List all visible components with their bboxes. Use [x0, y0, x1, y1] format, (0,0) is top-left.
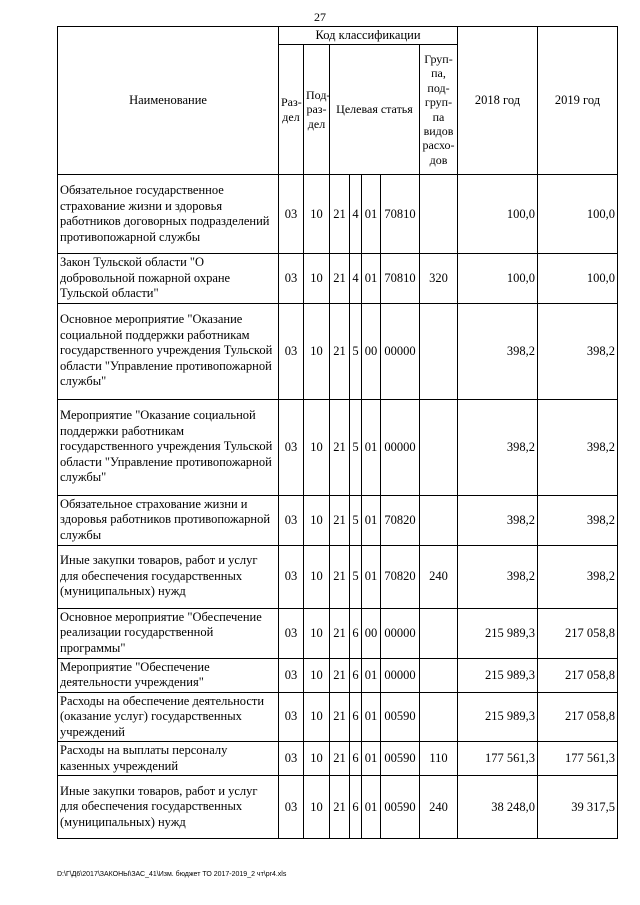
row-amount-2019: 398,2	[538, 545, 618, 608]
row-podrazdel: 10	[304, 776, 330, 839]
row-target-direction: 00000	[381, 658, 420, 692]
row-amount-2018: 398,2	[458, 545, 538, 608]
page-number: 27	[314, 10, 326, 24]
row-podrazdel: 10	[304, 303, 330, 399]
table-row	[58, 254, 618, 304]
table-row	[58, 608, 618, 658]
row-razdel: 03	[279, 742, 304, 776]
row-target-direction: 70810	[381, 175, 420, 254]
row-expense-group	[420, 399, 458, 495]
row-amount-2018: 38 248,0	[458, 776, 538, 839]
row-target-direction: 00590	[381, 776, 420, 839]
row-amount-2019: 100,0	[538, 175, 618, 254]
row-target-program: 21	[330, 175, 350, 254]
header-razdel: Раз- дел	[279, 45, 304, 175]
row-expense-group: 110	[420, 742, 458, 776]
row-target-direction: 00000	[381, 303, 420, 399]
row-target-subprogram: 6	[350, 692, 362, 742]
row-target-subprogram: 5	[350, 545, 362, 608]
budget-table	[57, 26, 618, 839]
row-expense-group	[420, 658, 458, 692]
row-amount-2019: 398,2	[538, 399, 618, 495]
row-amount-2019: 100,0	[538, 254, 618, 304]
header-group: Груп- па, под- груп- па видов расхо- дов	[420, 45, 458, 175]
row-amount-2018: 215 989,3	[458, 658, 538, 692]
row-target-direction: 00590	[381, 742, 420, 776]
row-name: Обязательное страхование жизни и здоровья работников противопожарной службы	[58, 495, 279, 545]
row-target-event: 00	[362, 303, 381, 399]
row-podrazdel: 10	[304, 692, 330, 742]
header-2018: 2018 год	[458, 27, 538, 175]
table-row	[58, 776, 618, 839]
header-name: Наименование	[58, 27, 279, 175]
table-row	[58, 658, 618, 692]
row-amount-2019: 217 058,8	[538, 608, 618, 658]
table-row	[58, 495, 618, 545]
row-target-subprogram: 6	[350, 608, 362, 658]
row-amount-2018: 398,2	[458, 399, 538, 495]
row-razdel: 03	[279, 608, 304, 658]
row-name: Иные закупки товаров, работ и услуг для обеспечения государственных (муниципальных) нужд	[58, 776, 279, 839]
row-expense-group: 240	[420, 776, 458, 839]
row-expense-group	[420, 303, 458, 399]
row-razdel: 03	[279, 303, 304, 399]
row-name: Мероприятие "Оказание социальной поддержки работникам государственного учреждения Тульской области "Управление противопожарной службы"	[58, 399, 279, 495]
row-target-event: 01	[362, 495, 381, 545]
table-body	[58, 175, 618, 839]
row-target-event: 01	[362, 175, 381, 254]
table-row	[58, 545, 618, 608]
row-podrazdel: 10	[304, 608, 330, 658]
row-target-program: 21	[330, 776, 350, 839]
row-razdel: 03	[279, 776, 304, 839]
row-target-event: 01	[362, 254, 381, 304]
row-amount-2019: 398,2	[538, 495, 618, 545]
row-target-subprogram: 6	[350, 742, 362, 776]
row-target-subprogram: 5	[350, 495, 362, 545]
row-name: Обязательное государственное страхование жизни и здоровья работников договорных подразделений противопожарной службы	[58, 175, 279, 254]
row-target-subprogram: 6	[350, 658, 362, 692]
row-razdel: 03	[279, 658, 304, 692]
row-expense-group	[420, 692, 458, 742]
row-podrazdel: 10	[304, 254, 330, 304]
row-target-subprogram: 4	[350, 254, 362, 304]
row-target-program: 21	[330, 608, 350, 658]
row-target-subprogram: 6	[350, 776, 362, 839]
row-amount-2018: 215 989,3	[458, 692, 538, 742]
row-podrazdel: 10	[304, 545, 330, 608]
row-razdel: 03	[279, 692, 304, 742]
row-name: Расходы на обеспечение деятельности (оказание услуг) государственных учреждений	[58, 692, 279, 742]
row-target-subprogram: 5	[350, 399, 362, 495]
row-amount-2019: 39 317,5	[538, 776, 618, 839]
row-amount-2018: 100,0	[458, 175, 538, 254]
row-amount-2018: 398,2	[458, 495, 538, 545]
row-name: Иные закупки товаров, работ и услуг для обеспечения государственных (муниципальных) нужд	[58, 545, 279, 608]
row-target-subprogram: 5	[350, 303, 362, 399]
table-row	[58, 742, 618, 776]
row-name: Мероприятие "Обеспечение деятельности учреждения"	[58, 658, 279, 692]
row-razdel: 03	[279, 495, 304, 545]
row-name: Расходы на выплаты персоналу казенных учреждений	[58, 742, 279, 776]
row-amount-2019: 398,2	[538, 303, 618, 399]
row-amount-2018: 177 561,3	[458, 742, 538, 776]
table-row	[58, 399, 618, 495]
row-target-program: 21	[330, 742, 350, 776]
row-target-event: 01	[362, 399, 381, 495]
row-target-direction: 70820	[381, 545, 420, 608]
row-podrazdel: 10	[304, 742, 330, 776]
row-podrazdel: 10	[304, 658, 330, 692]
row-target-subprogram: 4	[350, 175, 362, 254]
row-target-program: 21	[330, 545, 350, 608]
row-expense-group	[420, 608, 458, 658]
row-target-direction: 70820	[381, 495, 420, 545]
row-podrazdel: 10	[304, 399, 330, 495]
row-target-direction: 00000	[381, 608, 420, 658]
row-amount-2018: 398,2	[458, 303, 538, 399]
row-razdel: 03	[279, 545, 304, 608]
row-target-event: 01	[362, 776, 381, 839]
row-target-direction: 00000	[381, 399, 420, 495]
row-target-event: 01	[362, 658, 381, 692]
row-razdel: 03	[279, 175, 304, 254]
row-amount-2019: 217 058,8	[538, 658, 618, 692]
file-path-footer: D:\Г\Д6\2017\ЗАКОНЫ\ЗАС_41\Изм. бюджет ТО 2017-2019_2 чт\pr4.xls	[57, 871, 287, 878]
row-amount-2018: 215 989,3	[458, 608, 538, 658]
row-target-program: 21	[330, 495, 350, 545]
row-target-direction: 00590	[381, 692, 420, 742]
row-target-event: 01	[362, 742, 381, 776]
row-razdel: 03	[279, 254, 304, 304]
row-amount-2019: 217 058,8	[538, 692, 618, 742]
row-amount-2019: 177 561,3	[538, 742, 618, 776]
row-target-program: 21	[330, 254, 350, 304]
table-row	[58, 175, 618, 254]
row-target-event: 01	[362, 545, 381, 608]
row-name: Основное мероприятие "Оказание социальной поддержки работникам государственного учреждения Тульской области "Управление противопожарной службы"	[58, 303, 279, 399]
row-expense-group	[420, 175, 458, 254]
row-target-direction: 70810	[381, 254, 420, 304]
row-podrazdel: 10	[304, 175, 330, 254]
row-name: Основное мероприятие "Обеспечение реализации государственной программы"	[58, 608, 279, 658]
row-name: Закон Тульской области "О добровольной пожарной охране Тульской области"	[58, 254, 279, 304]
header-podrazdel: Под- раз- дел	[304, 45, 330, 175]
row-target-program: 21	[330, 658, 350, 692]
row-expense-group	[420, 495, 458, 545]
header-code-group: Код классификации	[279, 27, 458, 45]
table-row	[58, 303, 618, 399]
row-target-program: 21	[330, 399, 350, 495]
row-target-event: 00	[362, 608, 381, 658]
table-row	[58, 692, 618, 742]
row-razdel: 03	[279, 399, 304, 495]
row-expense-group: 240	[420, 545, 458, 608]
row-expense-group: 320	[420, 254, 458, 304]
row-podrazdel: 10	[304, 495, 330, 545]
header-target: Целевая статья	[330, 45, 420, 175]
row-target-event: 01	[362, 692, 381, 742]
row-amount-2018: 100,0	[458, 254, 538, 304]
header-2019: 2019 год	[538, 27, 618, 175]
row-target-program: 21	[330, 303, 350, 399]
row-target-program: 21	[330, 692, 350, 742]
